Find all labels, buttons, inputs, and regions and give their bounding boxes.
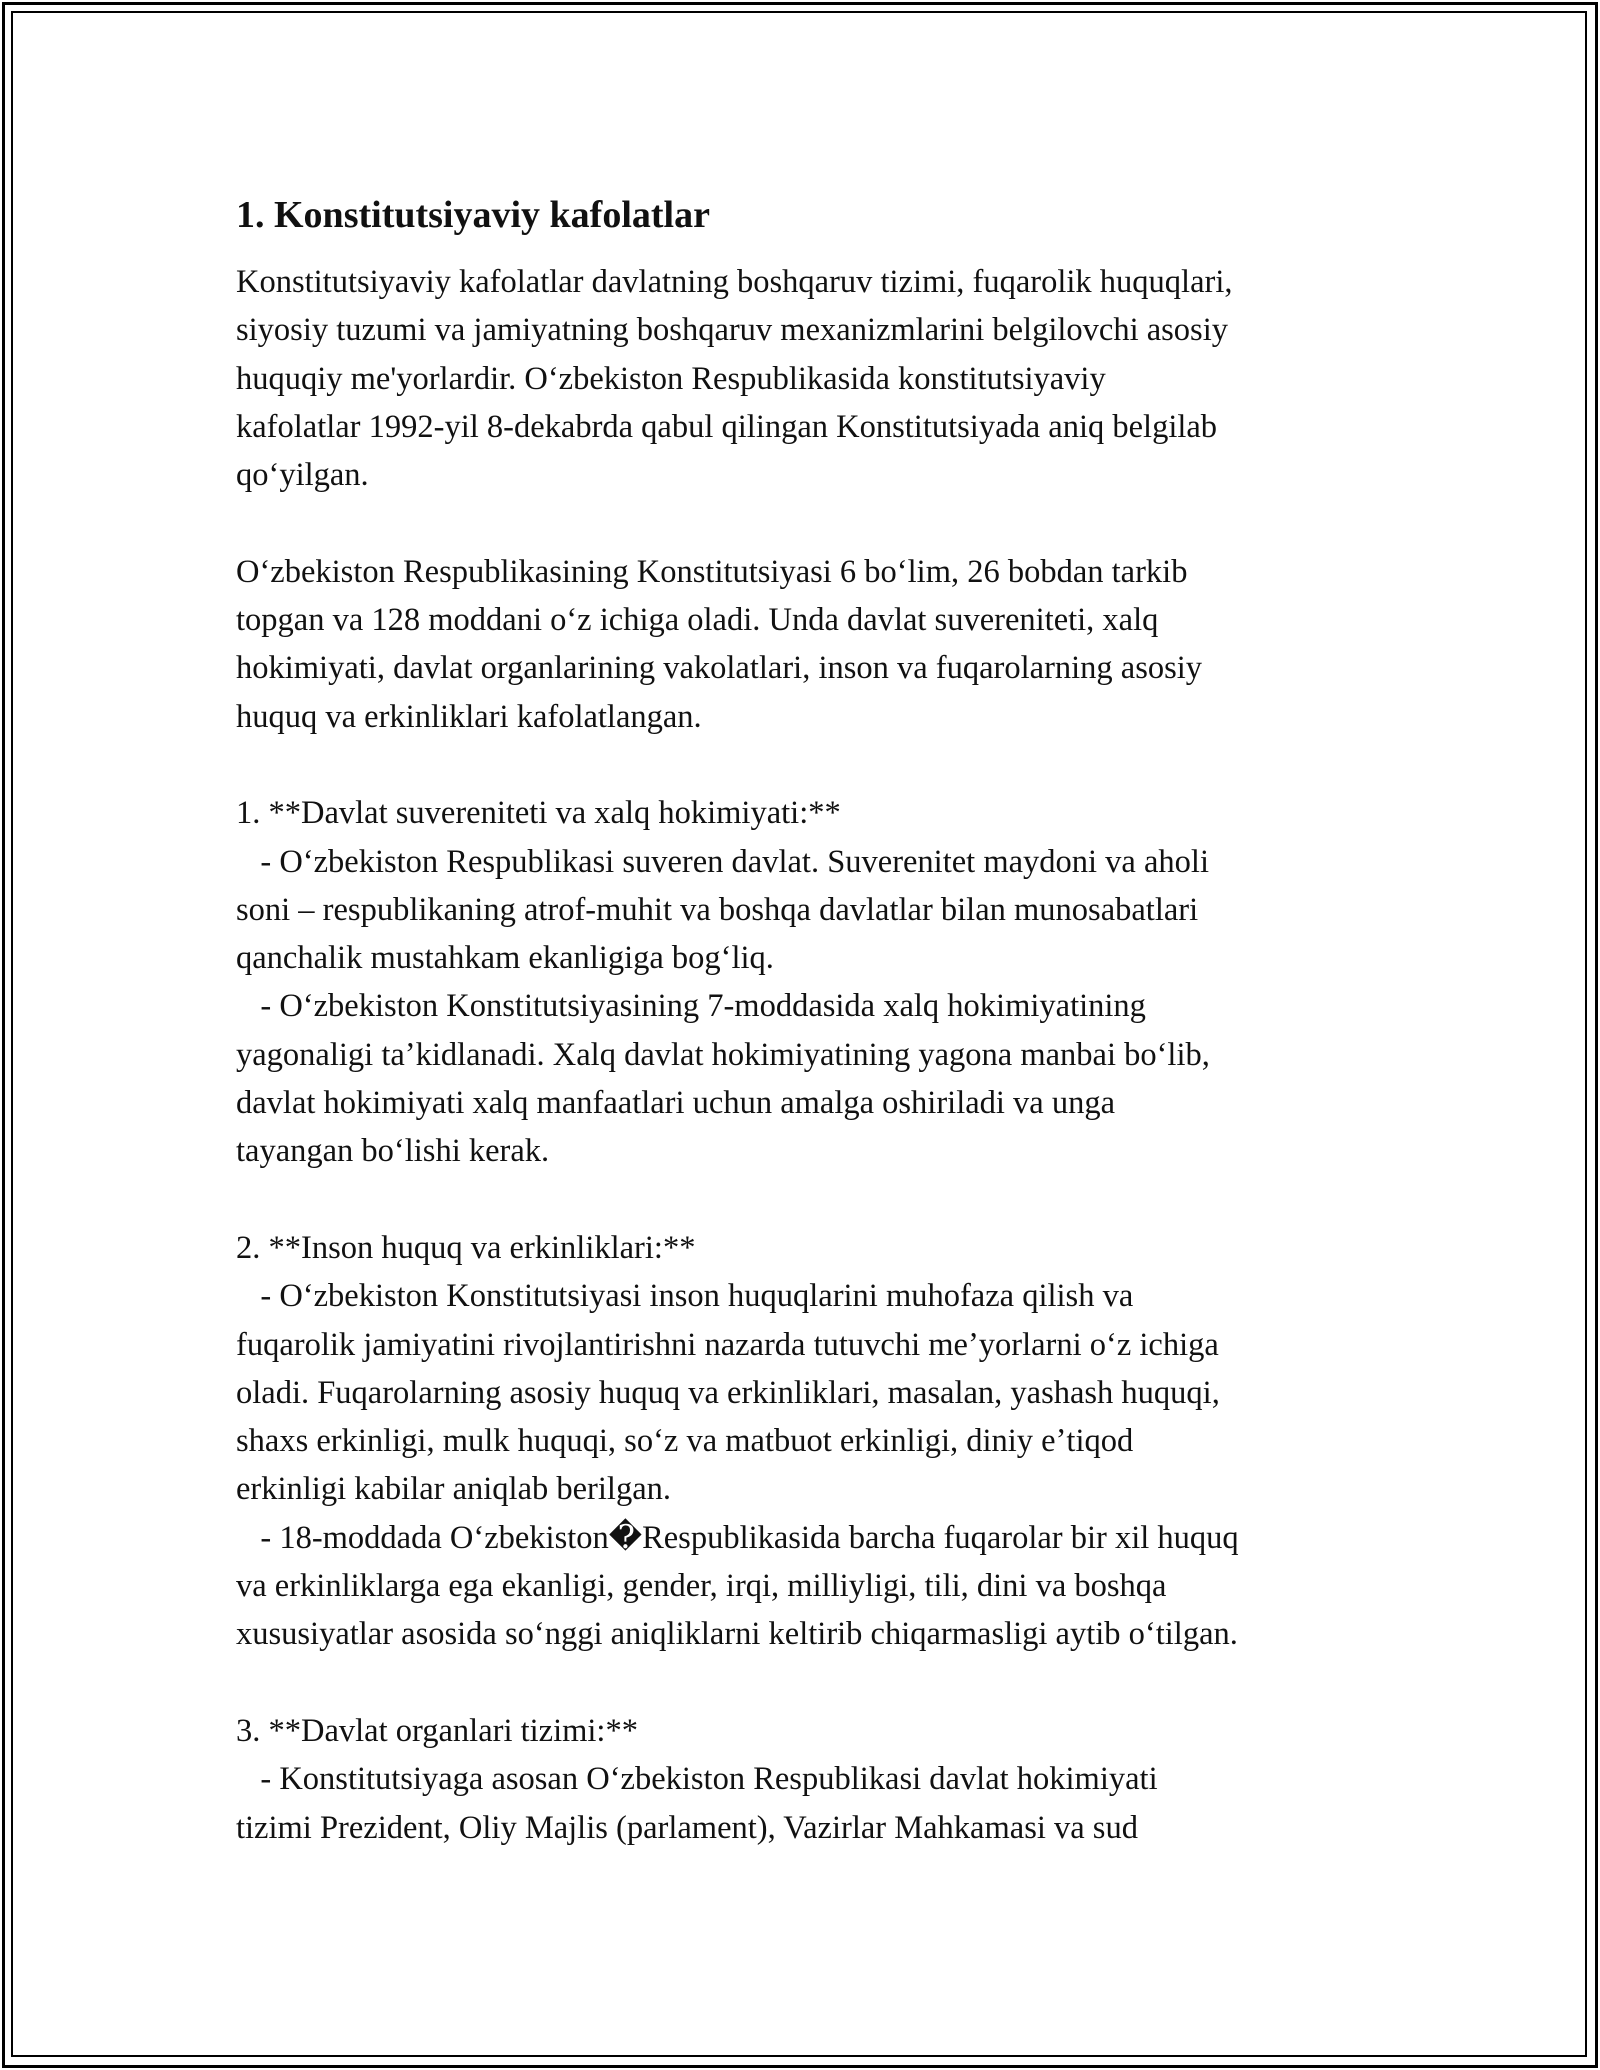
paragraph-structure: Oʻzbekiston Respublikasining Konstitutsiyasi 6 boʻlim, 26 bobdan tarkib topgan va 128 moddani oʻz ichiga oladi. Unda davlat suvereniteti, xalq hokimiyati, davlat organlarining vakolatlari, inson va fuqarolarning asosiy huquq va erkinliklari kafolatlangan.: [236, 553, 1203, 735]
list-item-state-organs: 3. **Davlat organlari tizimi:** - Konstitutsiyaga asosan Oʻzbekiston Respublikasi davlat hokimiyati tizimi Prezident, Oliy Majlis (parlament), Vazirlar Mahkamasi va sud: [236, 1712, 1158, 1846]
paragraph-gap: [236, 499, 1426, 547]
paragraph-gap: [236, 1659, 1426, 1707]
paragraph-gap: [236, 1176, 1426, 1224]
document-page: [236, 188, 1426, 1852]
list-item-human-rights: 2. **Inson huquq va erkinliklari:** - Oʻzbekiston Konstitutsiyasi inson huquqlarini muhofaza qilish va fuqarolik jamiyatini rivojlantirishni nazarda tutuvchi meʼyorlarni oʻz ichiga oladi. Fuqarolarning asosiy huquq va erkinliklari, masalan, yashash huquqi, shaxs erkinligi, mulk huquqi, soʻz va matbuot erkinligi, diniy eʼtiqod erkinligi kabilar aniqlab berilgan. - 18-moddada Oʻzbekiston�Respublikasida barcha fuqarolar bir xil huquq va erkinliklarga ega ekanligi, gender, irqi, milliyligi, tili, dini va boshqa xususiyatlar asosida soʻnggi aniqliklarni keltirib chiqarmasligi aytib oʻtilgan.: [236, 1229, 1239, 1653]
paragraph-intro: Konstitutsiyaviy kafolatlar davlatning boshqaruv tizimi, fuqarolik huquqlari, siyosiy tuzumi va jamiyatning boshqaruv mexanizmlarini belgilovchi asosiy huquqiy me'yorlardir. Oʻzbekiston Respublikasida konstitutsiyaviy kafolatlar 1992-yil 8-dekabrda qabul qilingan Konstitutsiyada aniq belgilab qoʻyilgan.: [236, 264, 1233, 494]
list-item-sovereignty: 1. **Davlat suvereniteti va xalq hokimiyati:** - Oʻzbekiston Respublikasi suveren davlat. Suverenitet maydoni va aholi soni – respublikaning atrof-muhit va boshqa davlatlar bilan munosabatlari qanchalik mustahkam ekanligiga bogʻliq. - Oʻzbekiston Konstitutsiyasining 7-moddasida xalq hokimiyatining yagonaligi taʼkidlanadi. Xalq davlat hokimiyatining yagona manbai boʻlib, davlat hokimiyati xalq manfaatlari uchun amalga oshiriladi va unga tayangan boʻlishi kerak.: [236, 795, 1210, 1170]
section-heading: 1. Konstitutsiyaviy kafolatlar: [236, 194, 710, 236]
paragraph-gap: [236, 741, 1426, 789]
